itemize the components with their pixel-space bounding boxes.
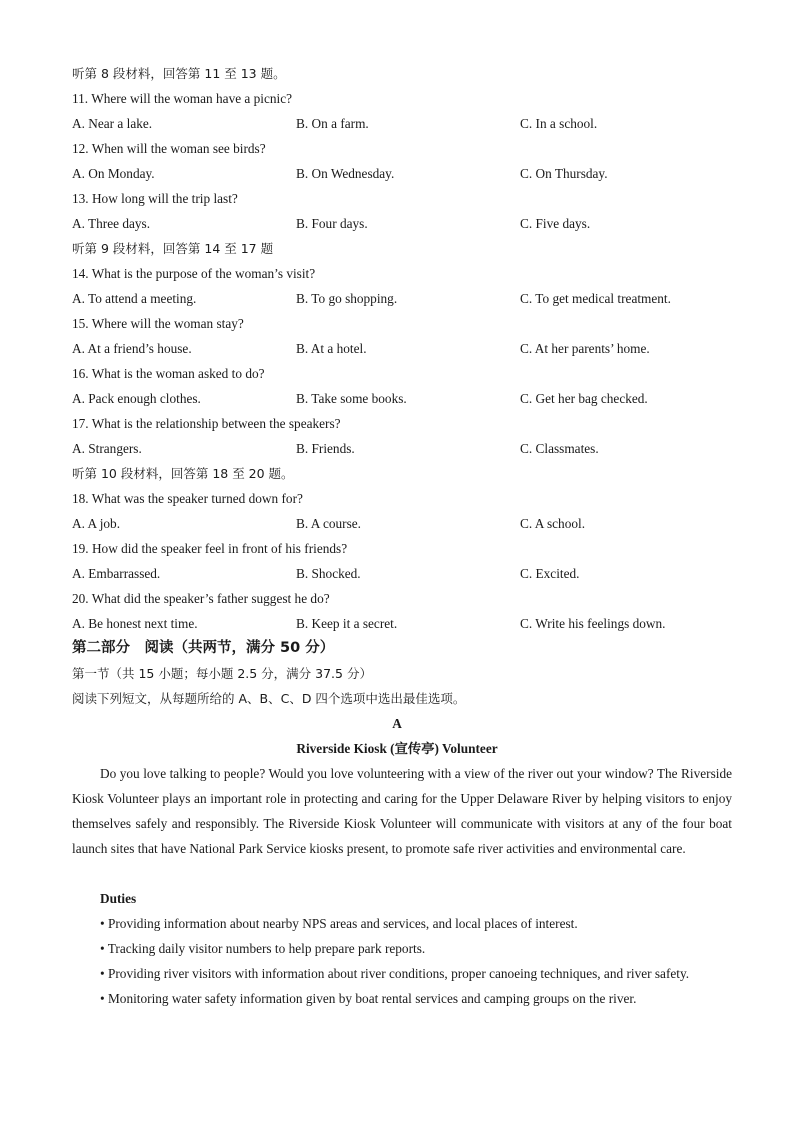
option-18-c: C. A school. (520, 516, 586, 531)
option-15-c: C. At her parents’ home. (520, 341, 650, 356)
options-11 (72, 111, 752, 136)
option-17-b: B. Friends. (296, 441, 355, 456)
options-18 (72, 511, 752, 536)
options-19 (72, 561, 752, 586)
options-13 (72, 211, 752, 236)
duty-item: • Providing river visitors with information about river conditions, proper canoeing techniques, and river safety. (100, 966, 690, 981)
option-14-c: C. To get medical treatment. (520, 291, 671, 306)
option-16-c: C. Get her bag checked. (520, 391, 648, 406)
options-12 (72, 161, 752, 186)
option-19-c: C. Excited. (520, 566, 580, 581)
section-8-instruction: 听第 8 段材料，回答第 11 至 13 题。 (72, 66, 286, 81)
option-14-b: B. To go shopping. (296, 291, 398, 306)
option-15-a: A. At a friend’s house. (72, 341, 192, 356)
options-17 (72, 436, 752, 461)
option-18-a: A. A job. (72, 516, 121, 531)
option-19-a: A. Embarrassed. (72, 566, 161, 581)
option-18-b: B. A course. (296, 516, 362, 531)
option-19-b: B. Shocked. (296, 566, 361, 581)
option-11-a: A. Near a lake. (72, 116, 153, 131)
options-15 (72, 336, 752, 361)
option-13-c: C. Five days. (520, 216, 591, 231)
section-9-instruction: 听第 9 段材料，回答第 14 至 17 题 (72, 241, 274, 256)
passage-title: Riverside Kiosk (宣传亭) Volunteer (296, 741, 498, 756)
part-two-title: 第二部分 阅读（共两节，满分 50 分） (72, 640, 335, 656)
option-13-a: A. Three days. (72, 216, 151, 231)
duty-item: • Monitoring water safety information given by boat rental services and camping groups on the river. (100, 991, 637, 1006)
option-17-c: C. Classmates. (520, 441, 599, 456)
question-12: 12. When will the woman see birds? (72, 141, 266, 156)
question-15: 15. Where will the woman stay? (72, 316, 244, 331)
option-11-b: B. On a farm. (296, 116, 369, 131)
question-16: 16. What is the woman asked to do? (72, 366, 265, 381)
passage-letter: A (392, 716, 402, 731)
option-20-c: C. Write his feelings down. (520, 616, 666, 631)
question-17: 17. What is the relationship between the speakers? (72, 416, 341, 431)
reading-instruction: 阅读下列短文，从每题所给的 A、B、C、D 四个选项中选出最佳选项。 (72, 691, 466, 706)
option-16-b: B. Take some books. (296, 391, 407, 406)
passage-paragraph: Do you love talking to people? Would you love volunteering with a view of the river out your window? The Riverside Kiosk Volunteer plays an important role in protecting and caring for the Upper Delaware River by helping visitors to enjoy themselves safely and responsibly. The Riverside Kiosk Volunteer will communicate with visitors at any of the four boat launch sites that have National Park Service kiosks present, to promote safe river activities and environmental care. (72, 766, 732, 856)
option-12-b: B. On Wednesday. (296, 166, 395, 181)
duty-item: • Tracking daily visitor numbers to help prepare park reports. (100, 941, 426, 956)
option-13-b: B. Four days. (296, 216, 368, 231)
option-11-c: C. In a school. (520, 116, 598, 131)
question-14: 14. What is the purpose of the woman’s visit? (72, 266, 316, 281)
option-14-a: A. To attend a meeting. (72, 291, 197, 306)
duties-heading: Duties (100, 891, 137, 906)
option-17-a: A. Strangers. (72, 441, 142, 456)
question-11: 11. Where will the woman have a picnic? (72, 91, 293, 106)
options-14 (72, 286, 752, 311)
option-12-a: A. On Monday. (72, 166, 155, 181)
option-20-b: B. Keep it a secret. (296, 616, 398, 631)
option-15-b: B. At a hotel. (296, 341, 367, 356)
question-18: 18. What was the speaker turned down for? (72, 491, 303, 506)
section-10-instruction: 听第 10 段材料，回答第 18 至 20 题。 (72, 466, 294, 481)
question-13: 13. How long will the trip last? (72, 191, 238, 206)
option-12-c: C. On Thursday. (520, 166, 608, 181)
section-one-title: 第一节（共 15 小题；每小题 2.5 分，满分 37.5 分） (72, 666, 372, 681)
options-20 (72, 611, 752, 636)
question-20: 20. What did the speaker’s father suggest he do? (72, 591, 330, 606)
question-19: 19. How did the speaker feel in front of his friends? (72, 541, 348, 556)
option-20-a: A. Be honest next time. (72, 616, 198, 631)
options-16 (72, 386, 752, 411)
option-16-a: A. Pack enough clothes. (72, 391, 201, 406)
duty-item: • Providing information about nearby NPS areas and services, and local places of interest. (100, 916, 578, 931)
